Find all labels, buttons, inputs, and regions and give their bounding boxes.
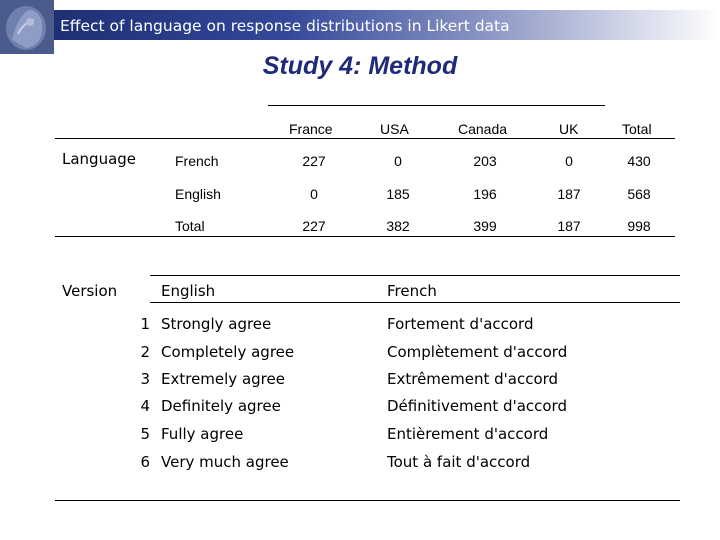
table-rule-header <box>150 302 680 303</box>
table-cell: 568 <box>627 186 651 202</box>
col-header-total: Total <box>622 121 652 137</box>
table-cell: 0 <box>394 153 402 169</box>
item-french: Fortement d'accord <box>387 315 534 333</box>
item-french: Entièrement d'accord <box>387 425 549 443</box>
item-english: Completely agree <box>161 343 295 361</box>
col-header-uk: UK <box>559 121 579 137</box>
header-title: Effect of language on response distributions in Likert data <box>60 17 510 35</box>
table-rule-bottom <box>55 500 680 501</box>
row-group-label-language: Language <box>62 150 137 168</box>
item-number: 6 <box>140 453 150 471</box>
table-cell: 0 <box>565 153 573 169</box>
col-header-canada: Canada <box>458 121 508 137</box>
slide-header <box>0 0 720 54</box>
university-logo <box>0 0 54 54</box>
col-header-english: English <box>161 282 216 300</box>
item-english: Extremely agree <box>161 370 285 388</box>
item-french: Définitivement d'accord <box>387 397 567 415</box>
table-cell: 227 <box>302 218 326 234</box>
item-number: 5 <box>140 425 150 443</box>
item-english: Definitely agree <box>161 397 281 415</box>
item-french: Extrêmement d'accord <box>387 370 559 388</box>
seal-image <box>0 0 54 54</box>
table-cell: 399 <box>473 218 497 234</box>
table-cell: 0 <box>310 186 318 202</box>
item-english: Strongly agree <box>161 315 272 333</box>
table-rule-bottom <box>55 236 675 237</box>
row-label-total: Total <box>175 218 205 234</box>
row-label-english: English <box>175 186 221 202</box>
item-number: 3 <box>140 370 150 388</box>
table-cell: 203 <box>473 153 497 169</box>
item-number: 1 <box>140 315 150 333</box>
item-number: 4 <box>140 397 150 415</box>
table-cell: 187 <box>557 186 581 202</box>
table-cell: 185 <box>386 186 410 202</box>
item-french: Tout à fait d'accord <box>387 453 531 471</box>
table-cell: 227 <box>302 153 326 169</box>
item-number: 2 <box>140 343 150 361</box>
row-group-label-version: Version <box>62 282 118 300</box>
col-header-usa: USA <box>380 121 409 137</box>
table-cell: 430 <box>627 153 651 169</box>
item-french: Complètement d'accord <box>387 343 568 361</box>
table-rule-top <box>268 105 605 106</box>
row-label-french: French <box>175 153 219 169</box>
table-cell: 998 <box>627 218 651 234</box>
col-header-french: French <box>387 282 437 300</box>
table-cell: 382 <box>386 218 410 234</box>
table-cell: 196 <box>473 186 497 202</box>
item-english: Fully agree <box>161 425 244 443</box>
table-cell: 187 <box>557 218 581 234</box>
item-english: Very much agree <box>161 453 289 471</box>
table-rule-top <box>150 275 680 276</box>
col-header-france: France <box>289 121 333 137</box>
slide-title: Study 4: Method <box>262 52 458 80</box>
table-rule-header <box>55 138 675 139</box>
